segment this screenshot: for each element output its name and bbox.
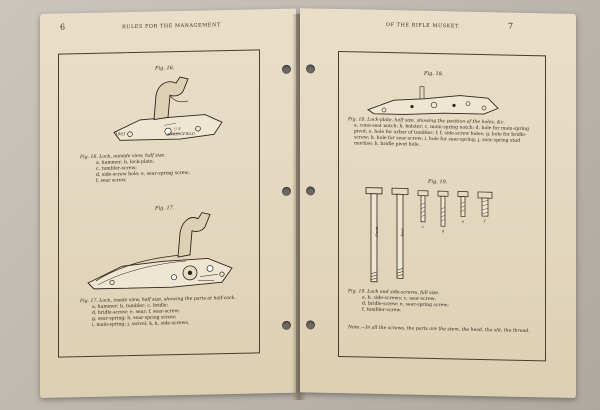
fig18-caption <box>348 117 536 151</box>
binder-hole <box>282 65 291 74</box>
right-running-head: OF THE RIFLE MUSKET. <box>386 22 461 30</box>
fig18-lock-plate-drawing <box>364 78 504 121</box>
fig19-screw-label-b: Rear <box>400 227 405 237</box>
binder-hole <box>282 321 291 330</box>
fig18-label: Fig. 18. <box>424 70 444 78</box>
screw-parts-note-text: Note.—In all the screws, the parts are the stem, the head, the slit, the thread. <box>348 325 530 335</box>
fig17-caption-line2: a, hammer; b, tumbler; c, bridle; <box>92 303 169 310</box>
fig19-screw-label-f: f <box>484 219 486 224</box>
left-page <box>40 9 296 398</box>
left-page-number: 6 <box>60 22 66 32</box>
fig16-caption-line2: a, hammer; b, lock-plate; <box>96 159 155 166</box>
left-running-head: RULES FOR THE MANAGEMENT <box>122 22 221 31</box>
fig19-caption-line3: d, bridle-screw; e, sear-spring screw; <box>362 301 449 309</box>
fig19-screw-label-c: c <box>422 224 425 229</box>
fig19-label: Fig. 19. <box>428 178 448 186</box>
binder-hole <box>306 64 315 73</box>
fig17-label: Fig. 17. <box>155 205 175 212</box>
binder-hole <box>282 187 291 196</box>
fig17-caption-line3: d, bridle-screw; e, sear; f, sear-screw; <box>92 309 180 316</box>
fig19-screw-label-a: Front <box>375 226 380 237</box>
fig16-caption-line5: f, sear screw. <box>96 178 127 184</box>
right-page-number: 7 <box>508 21 514 31</box>
fig19-screws-drawing <box>362 188 512 291</box>
fig16-caption-title: Fig. 16. Lock, outside view, half size. <box>80 153 166 161</box>
fig19-screw-label-e: e <box>462 219 465 224</box>
fig16-caption-line4: d, side-screw hole; e, sear-spring screw; <box>96 170 190 178</box>
fig16-caption-line3: c, tumbler-screw; <box>96 165 137 172</box>
fig19-screw-label-d: d <box>442 229 445 234</box>
fig17-lock-inside-drawing <box>82 210 242 293</box>
binder-hole <box>306 320 315 329</box>
fig17-caption-line5: i, main-spring; j, swivel; k, k, side-screws. <box>92 320 190 328</box>
fig16-caption <box>80 152 250 186</box>
fig19-caption-line4: f, tumbler-screw. <box>362 307 402 314</box>
fig17-caption-line4: g, sear-spring; h, sear-spring screw; <box>92 315 177 322</box>
fig16-lock-mark-3: U S <box>174 127 181 132</box>
fig17-caption-title: Fig. 17. Lock, inside view, half size, showing the parts at half-cock. <box>80 295 236 305</box>
fig18-caption-title: Fig. 18. Lock-plate, half size, showing the position of the holes, &c. <box>348 117 505 126</box>
right-page <box>300 8 576 398</box>
fig19-caption-line2: a, b, side-screws; c, sear-screw; <box>362 295 437 303</box>
fig16-label: Fig. 16. <box>155 65 175 72</box>
fig16-lock-mark-1: 1861 <box>115 131 126 137</box>
fig19-caption-title: Fig. 19. Lock and side-screws, full size. <box>348 289 440 297</box>
fig17-caption <box>80 296 252 330</box>
binder-hole <box>306 186 315 195</box>
fig19-caption <box>348 289 536 317</box>
fig18-caption-body: a, cone-seat notch; b, bolster; c, main-spring notch; d, hole for main-spring pivot; e, hole for arbor of tumbler; f, f, side-screw holes; g, hole for bridle-screw; h, hole for sear-screw; i, hole for sear-spring; j, sear-spring stud mortise; k, bridle pivot hole. <box>354 123 529 148</box>
fig16-lock-mark-2: SPRINGFIELD <box>168 131 195 137</box>
